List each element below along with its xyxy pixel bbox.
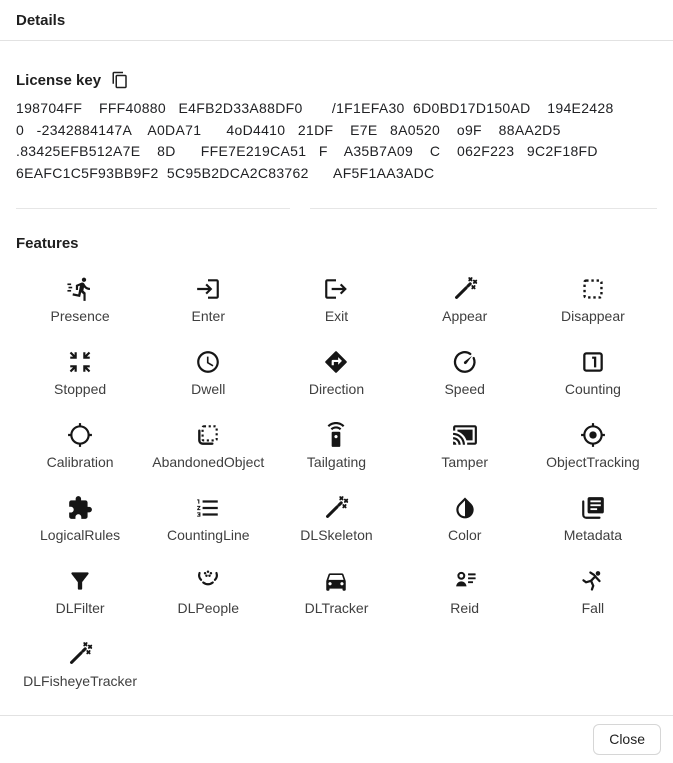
numbered-list-icon	[195, 495, 221, 521]
feature-dwell	[144, 349, 272, 397]
feature-label: DLPeople	[177, 600, 240, 616]
feature-label: Tamper	[441, 454, 489, 470]
number-one-box-icon	[580, 349, 606, 375]
feature-label: DLTracker	[304, 600, 369, 616]
feature-label: Counting	[564, 381, 621, 397]
feature-dltracker	[272, 568, 400, 616]
feature-label: Disappear	[560, 308, 625, 324]
stacked-documents-icon	[580, 495, 606, 521]
feature-logicalrules	[16, 495, 144, 543]
cast-screen-icon	[452, 422, 478, 448]
feature-tamper	[401, 422, 529, 470]
section-divider	[16, 208, 657, 209]
clock-icon	[195, 349, 221, 375]
feature-tailgating	[272, 422, 400, 470]
feature-disappear	[529, 276, 657, 324]
divider-segment	[310, 208, 657, 209]
feature-label: LogicalRules	[40, 527, 121, 543]
feature-counting	[529, 349, 657, 397]
feature-label: Speed	[444, 381, 485, 397]
license-key-line: 198704FF FFF40880 E4FB2D33A88DF0 /1F1EFA30 6D0BD17D150AD 194E2428	[16, 100, 614, 116]
running-person-icon	[67, 276, 93, 302]
feature-label: Reid	[450, 600, 480, 616]
feature-label: Appear	[442, 308, 488, 324]
feature-direction	[272, 349, 400, 397]
feature-label: Stopped	[54, 381, 107, 397]
feature-label: CountingLine	[167, 527, 250, 543]
speedometer-icon	[452, 349, 478, 375]
feature-label: Color	[447, 527, 482, 543]
collapse-arrows-icon	[67, 349, 93, 375]
feature-label: Calibration	[46, 454, 114, 470]
feature-reid	[401, 568, 529, 616]
license-key-line: .83425EFB512A7E 8D FFE7E219CA51 F A35B7A09 C 062F223 9C2F18FD	[16, 143, 598, 159]
dialog-content	[0, 41, 673, 715]
feature-label: Presence	[50, 308, 110, 324]
feature-label: Metadata	[563, 527, 623, 543]
crosshair-dot-icon	[580, 422, 606, 448]
exit-door-icon	[323, 276, 349, 302]
features-label: Features	[16, 235, 79, 252]
feature-label: Exit	[324, 308, 349, 324]
feature-dlskeleton	[272, 495, 400, 543]
feature-stopped	[16, 349, 144, 397]
feature-color	[401, 495, 529, 543]
license-key-section	[16, 71, 657, 89]
feature-exit	[272, 276, 400, 324]
feature-appear	[401, 276, 529, 324]
dashed-box-corner-icon	[195, 422, 221, 448]
license-key-text	[16, 98, 657, 184]
falling-person-icon	[580, 568, 606, 594]
feature-presence	[16, 276, 144, 324]
feature-label: Enter	[191, 308, 226, 324]
magic-wand-icon	[67, 641, 93, 667]
license-key-label: License key	[16, 71, 102, 89]
magic-wand-icon	[323, 495, 349, 521]
content-copy-icon[interactable]	[111, 71, 129, 89]
person-list-icon	[452, 568, 478, 594]
feature-label: Direction	[308, 381, 365, 397]
feature-countingline	[144, 495, 272, 543]
feature-abandonedobject	[144, 422, 272, 470]
close-button[interactable]: Close	[593, 724, 661, 755]
feature-label: DLSkeleton	[300, 527, 373, 543]
feature-metadata	[529, 495, 657, 543]
feature-label: AbandonedObject	[152, 454, 265, 470]
enter-door-icon	[195, 276, 221, 302]
dialog-header	[0, 0, 673, 41]
license-key-line: 0 -2342884147A A0DA71 4oD4410 21DF E7E 8A0520 o9F 88AA2D5	[16, 121, 561, 138]
dialog-title: Details	[16, 12, 66, 29]
features-grid	[16, 276, 657, 689]
feature-label: DLFilter	[55, 600, 105, 616]
feature-dlpeople	[144, 568, 272, 616]
feature-calibration	[16, 422, 144, 470]
feature-label: DLFisheyeTracker	[23, 673, 138, 689]
car-icon	[323, 568, 349, 594]
feature-fall	[529, 568, 657, 616]
turn-right-diamond-icon	[323, 349, 349, 375]
feature-label: ObjectTracking	[546, 454, 640, 470]
feature-label: Fall	[581, 600, 605, 616]
filter-funnel-icon	[67, 568, 93, 594]
feature-dlfilter	[16, 568, 144, 616]
feature-dlfisheyetracker	[16, 641, 144, 689]
license-key-line: 6EAFC1C5F93BB9F2 5C95B2DCA2C83762 AF5F1AA3ADC	[16, 164, 435, 181]
dialog-footer	[0, 715, 673, 763]
crowd-icon	[195, 568, 221, 594]
feature-label: Dwell	[191, 381, 226, 397]
crosshair-icon	[67, 422, 93, 448]
divider-segment	[16, 208, 290, 209]
half-drop-icon	[452, 495, 478, 521]
remote-control-icon	[323, 422, 349, 448]
feature-speed	[401, 349, 529, 397]
feature-objecttracking	[529, 422, 657, 470]
feature-label: Tailgating	[306, 454, 367, 470]
feature-enter	[144, 276, 272, 324]
magic-wand-icon	[452, 276, 478, 302]
dashed-square-icon	[580, 276, 606, 302]
puzzle-piece-icon	[67, 495, 93, 521]
